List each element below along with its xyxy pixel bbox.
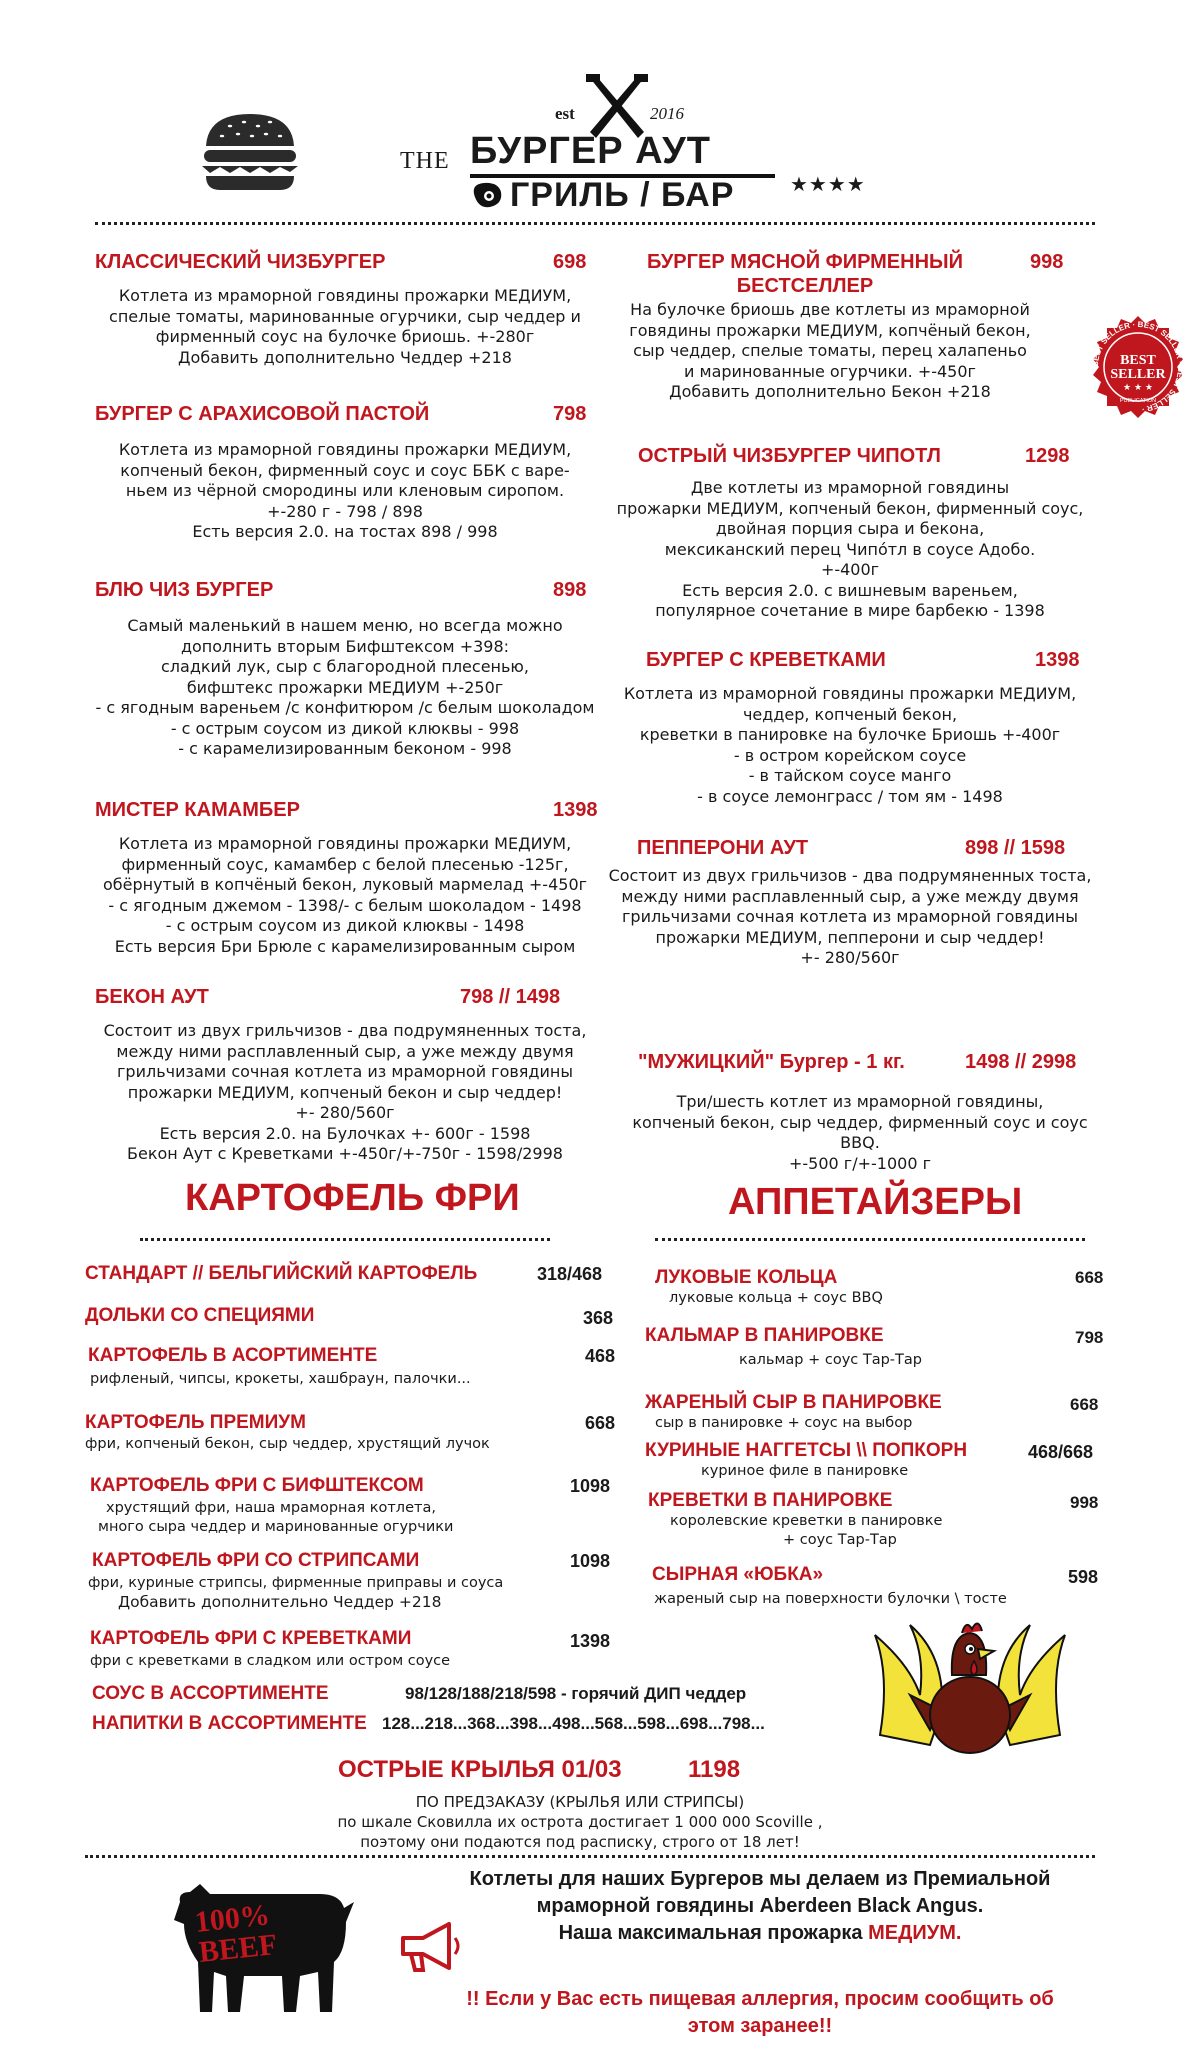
item-title: КАРТОФЕЛЬ ФРИ С КРЕВЕТКАМИ — [90, 1628, 412, 1649]
item-title: КАРТОФЕЛЬ В АСОРТИМЕНТЕ — [88, 1345, 378, 1366]
logo-year: 2016 — [650, 104, 684, 123]
item-price: 1098 — [570, 1551, 611, 1571]
item-description: фри, куриные стрипсы, фирменные приправы и соуса — [88, 1575, 504, 1591]
item-price: 698 — [553, 251, 587, 273]
item-title: СЫРНАЯ «ЮБКА» — [652, 1564, 824, 1585]
appetizers-heading: АППЕТАЙЗЕРЫ — [728, 1181, 1023, 1223]
item-title: СТАНДАРТ // БЕЛЬГИЙСКИЙ КАРТОФЕЛЬ — [85, 1263, 478, 1284]
item-title: БУРГЕР С АРАХИСОВОЙ ПАСТОЙ — [95, 403, 430, 425]
header — [0, 0, 1188, 215]
menu-item — [95, 578, 595, 760]
item-price: 898 — [553, 579, 587, 601]
item-title: КАРТОФЕЛЬ ФРИ СО СТРИПСАМИ — [92, 1550, 420, 1571]
allergy-line: этом заранее!! — [687, 2015, 833, 2037]
list-item — [652, 1564, 1007, 1609]
desc-line: - с карамелизированным беконом - 998 — [178, 739, 512, 758]
extra-title: СОУС В АССОРТИМЕНТЕ — [92, 1683, 329, 1704]
item-price: 1398 — [1035, 649, 1080, 671]
list-item — [645, 1392, 942, 1433]
desc-line: - с острым соусом из дикой клюквы - 998 — [170, 718, 520, 738]
desc-line: Есть версия 2.0. на тостах 898 / 998 — [192, 522, 498, 541]
desc-line: ньем из чёрной смородины или кленовым сиропом. — [125, 481, 565, 500]
item-title: МИСТЕР КАМАМБЕР — [95, 799, 300, 821]
item-description: фри, копченый бекон, сыр чеддер, хрустящий лучок — [85, 1436, 490, 1452]
item-title: ДОЛЬКИ СО СПЕЦИЯМИ — [85, 1305, 315, 1326]
item-price: 1298 — [1025, 445, 1070, 467]
item-price: 1098 — [570, 1476, 611, 1496]
desc-line: Есть версия 2.0. с вишневым вареньем, — [682, 580, 1018, 600]
menu-item — [95, 985, 595, 1165]
desc-line: Состоит из двух грильчизов - два подрумяненных тоста, — [608, 866, 1092, 885]
item-title: КАРТОФЕЛЬ ФРИ С БИФШТЕКСОМ — [90, 1475, 424, 1496]
item-description — [605, 866, 1095, 969]
extra-row — [92, 1713, 367, 1735]
list-item — [90, 1475, 453, 1537]
item-description — [95, 616, 595, 760]
beef-label: BEEF — [197, 1927, 279, 1969]
footer-note — [420, 1866, 1100, 1947]
wings-description — [280, 1792, 880, 1852]
item-price: 668 — [585, 1413, 616, 1433]
desc-line: прожарки МЕДИУМ, пепперони и сыр чеддер! — [655, 927, 1045, 947]
badge-publication: PUBLICATION — [1119, 398, 1157, 404]
desc-line: креветки в панировке на булочке Бриошь +-400г — [639, 725, 1061, 744]
desc-line: Самый маленький в нашем меню, но всегда можно — [127, 616, 563, 635]
item-title: БЕКОН АУТ — [95, 986, 209, 1008]
item-price: 798 — [1075, 1328, 1104, 1347]
item-title: КАРТОФЕЛЬ ПРЕМИУМ — [85, 1412, 306, 1433]
list-item — [90, 1628, 450, 1671]
item-price: 898 // 1598 — [965, 837, 1066, 859]
note-line: Котлеты для наших Бургеров мы делаем из Премиальной — [469, 1868, 1051, 1890]
menu-item — [605, 836, 1095, 969]
item-title: КРЕВЕТКИ В ПАНИРОВКЕ — [648, 1490, 893, 1511]
item-price: 318/468 — [537, 1264, 603, 1284]
cow-icon — [170, 1872, 360, 2022]
header-divider — [95, 222, 1095, 225]
desc-line: поэтому они подаются под расписку, строго от 18 лет! — [360, 1833, 800, 1851]
menu-item — [95, 798, 598, 957]
item-description: кальмар + соус Тар-Тар — [739, 1352, 922, 1368]
item-price: 1398 — [553, 799, 598, 821]
desc-line: Котлета из мраморной говядины прожарки МЕДИУМ, — [623, 684, 1077, 703]
item-title: ПЕППЕРОНИ АУТ — [637, 837, 809, 859]
item-description: луковые кольца + соус BBQ — [669, 1290, 883, 1306]
desc-line: сладкий лук, сыр с благородной плесенью, — [161, 657, 529, 676]
item-price: 368 — [583, 1308, 614, 1328]
desc-line: спелые томаты, маринованные огурчики, сыр чеддер и — [109, 306, 581, 326]
extra-title: НАПИТКИ В АССОРТИМЕНТЕ — [92, 1713, 367, 1734]
note-line — [420, 1920, 1100, 1947]
logo-sub: ГРИЛЬ / БАР — [510, 176, 735, 214]
item-description — [610, 684, 1090, 807]
item-price: 668 — [1075, 1268, 1104, 1287]
menu-item — [610, 1050, 1110, 1174]
desc-line: по шкале Сковилла их острота достигает 1 000 000 Scoville , — [337, 1813, 823, 1831]
item-title: БУРГЕР МЯСНОЙ ФИРМЕННЫЙ — [646, 251, 963, 273]
item-description: Добавить дополнительно Чеддер +218 — [118, 1593, 442, 1611]
desc-line: говядины прожарки МЕДИУМ, копчёный бекон, — [629, 320, 1031, 340]
item-title-second-line: БЕСТСЕЛЛЕР — [736, 275, 874, 297]
stars-icon: ★★★★ — [790, 172, 866, 196]
desc-line: - в тайском соусе манго — [748, 766, 952, 785]
item-price: 668 — [1070, 1395, 1099, 1414]
desc-line: сыр чеддер, спелые томаты, перец халапеньо — [633, 341, 1027, 360]
desc-line: дополнить вторым Бифштексом +398: — [180, 636, 510, 656]
desc-line: +-500 г/+-1000 г — [789, 1153, 931, 1173]
desc-line: ПО ПРЕДЗАКАЗУ (КРЫЛЬЯ ИЛИ СТРИПСЫ) — [415, 1793, 745, 1811]
desc-line: фирменный соус, камамбер с белой плесенью -125г, — [121, 854, 569, 874]
svg-text:★ ★ ★: ★ ★ ★ — [1123, 383, 1153, 393]
badge-ring-text: BEST SELLER · BEST SELLER · BEST SELLER · — [1090, 319, 1186, 414]
desc-line: между ними расплавленный сыр, а уже между двумя — [116, 1041, 574, 1061]
list-item — [85, 1305, 314, 1327]
desc-line: Три/шесть котлет из мраморной говядины, — [676, 1092, 1044, 1111]
desc-line: +-280 г - 798 / 898 — [267, 501, 423, 521]
fries-heading: КАРТОФЕЛЬ ФРИ — [185, 1177, 520, 1219]
item-price: 468/668 — [1028, 1442, 1094, 1462]
desc-line: +-400г — [820, 560, 880, 579]
badge-line1: BEST — [1120, 353, 1156, 368]
item-description: сыр в панировке + соус на выбор — [655, 1415, 913, 1431]
item-description: + соус Тар-Тар — [783, 1532, 897, 1548]
wings-price: 1198 — [688, 1756, 741, 1783]
item-price: 798 — [553, 403, 587, 425]
item-title: БЛЮ ЧИЗ БУРГЕР — [95, 579, 274, 601]
item-description — [610, 478, 1090, 622]
logo-the: THE — [400, 148, 450, 174]
bestseller-badge-icon — [1085, 314, 1188, 420]
logo-name: БУРГЕР АУТ — [470, 130, 711, 172]
desc-line: копченый бекон, сыр чеддер, фирменный соус и соус — [632, 1112, 1088, 1132]
item-description — [95, 286, 595, 368]
note-line: мраморной говядины Aberdeen Black Angus. — [536, 1895, 984, 1917]
list-item — [645, 1325, 922, 1370]
desc-line: прожарки МЕДИУМ, копченый бекон, фирменный соус, — [616, 498, 1084, 518]
item-description: фри с креветками в сладком или остром соусе — [90, 1653, 451, 1669]
menu-item — [95, 250, 595, 368]
menu-item — [610, 250, 1090, 403]
desc-line: Добавить дополнительно Чеддер +218 — [178, 347, 512, 367]
allergy-line: !! Если у Вас есть пищевая аллергия, просим сообщить об — [466, 1988, 1054, 2010]
item-title: БУРГЕР С КРЕВЕТКАМИ — [646, 649, 886, 671]
note-text: Наша максимальная прожарка — [558, 1922, 869, 1944]
item-price: 468 — [585, 1346, 616, 1366]
appetizers-divider — [655, 1238, 1085, 1241]
desc-line: - с ягодным вареньем /с конфитюром /с белым шоколадом — [95, 698, 595, 717]
svg-text:100%: 100% — [193, 1898, 272, 1939]
desc-line: BBQ. — [840, 1133, 880, 1152]
steak-icon — [470, 180, 504, 210]
item-price: 1498 // 2998 — [965, 1051, 1077, 1073]
item-description: жареный сыр на поверхности булочки \ тосте — [654, 1591, 1007, 1607]
list-item — [85, 1263, 477, 1285]
list-item — [655, 1267, 883, 1308]
desc-line: Котлета из мраморной говядины прожарки МЕДИУМ, — [118, 834, 572, 853]
desc-line: На булочке бриошь две котлеты из мраморной — [630, 300, 1030, 319]
desc-line: мексиканский перец Чипо́тл в соусе Адобо. — [664, 539, 1036, 559]
item-title: КУРИНЫЕ НАГГЕТСЫ \\ ПОПКОРН — [645, 1440, 968, 1461]
item-price: 598 — [1068, 1567, 1099, 1587]
list-item — [645, 1440, 967, 1481]
desc-line: - в соусе лемонграсс / том ям - 1498 — [697, 786, 1003, 806]
item-title: "МУЖИЦКИЙ" Бургер - 1 кг. — [638, 1051, 905, 1073]
megaphone-icon — [395, 1918, 465, 1974]
burger-icon — [200, 110, 300, 192]
menu-item — [610, 648, 1090, 807]
item-description — [95, 440, 595, 543]
item-description: куриное филе в панировке — [701, 1463, 909, 1479]
item-description: королевские креветки в панировке — [670, 1513, 943, 1529]
desc-line: - в остром корейском соусе — [733, 745, 967, 765]
desc-line: двойная порция сыра и бекона, — [715, 519, 985, 538]
list-item — [648, 1490, 942, 1550]
desc-line: копченый бекон, фирменный соус и соус ББК с варе- — [120, 460, 570, 480]
desc-line: +- 280/560г — [800, 948, 900, 967]
desc-line: между ними расплавленный сыр, а уже между двумя — [621, 886, 1079, 906]
item-description: рифленый, чипсы, крокеты, хашбраун, палочки... — [90, 1371, 471, 1387]
flaming-rooster-icon — [870, 1615, 1070, 1765]
wings-title: ОСТРЫЕ КРЫЛЬЯ 01/03 — [338, 1756, 622, 1783]
desc-line: и маринованные огурчики. +-450г — [684, 361, 976, 381]
desc-line: обёрнутый в копчёный бекон, луковый мармелад +-450г — [102, 875, 588, 894]
item-title: ЛУКОВЫЕ КОЛЬЦА — [655, 1267, 838, 1288]
item-title: КЛАССИЧЕСКИЙ ЧИЗБУРГЕР — [95, 251, 386, 273]
note-highlight: МЕДИУМ. — [868, 1922, 962, 1944]
desc-line: +- 280/560г — [295, 1103, 395, 1122]
desc-line: прожарки МЕДИУМ, копченый бекон и сыр чеддер! — [127, 1082, 563, 1102]
footer-divider — [85, 1855, 1095, 1858]
item-description: хрустящий фри, наша мраморная котлета, — [106, 1500, 436, 1516]
item-title: ОСТРЫЙ ЧИЗБУРГЕР ЧИПОТЛ — [638, 445, 941, 467]
extra-row — [92, 1683, 329, 1705]
item-price: 998 — [1030, 251, 1064, 273]
desc-line: фирменный соус на булочке бриошь. +-280г — [155, 327, 535, 346]
extra-value: 128...218...368...398...498...568...598...698...798... — [382, 1714, 765, 1733]
desc-line: Котлета из мраморной говядины прожарки МЕДИУМ, — [118, 286, 572, 305]
list-item — [85, 1412, 490, 1454]
desc-line: Две котлеты из мраморной говядины — [690, 478, 1010, 497]
desc-line: грильчизами сочная котлета из мраморной говядины — [622, 907, 1078, 926]
item-title: КАЛЬМАР В ПАНИРОВКЕ — [645, 1325, 884, 1346]
item-price: 798 // 1498 — [460, 986, 561, 1008]
list-item — [88, 1550, 503, 1612]
badge-line2: SELLER — [1110, 367, 1166, 382]
item-description: много сыра чеддер и маринованные огурчики — [98, 1519, 454, 1535]
menu-item — [95, 402, 595, 543]
desc-line: Котлета из мраморной говядины прожарки МЕДИУМ, — [118, 440, 572, 459]
desc-line: - с острым соусом из дикой клюквы - 1498 — [165, 916, 525, 935]
desc-line: Есть версия Бри Брюле с карамелизированным сыром — [114, 936, 576, 956]
desc-line: Бекон Аут с Креветками +-450г/+-750г - 1598/2998 — [127, 1144, 563, 1163]
allergy-note — [420, 1986, 1100, 2040]
list-item — [88, 1345, 471, 1389]
item-description — [95, 834, 595, 957]
extra-value: 98/128/188/218/598 - горячий ДИП чеддер — [405, 1684, 747, 1703]
fries-divider — [140, 1238, 550, 1241]
item-description — [95, 1021, 595, 1165]
item-title: ЖАРЕНЫЙ СЫР В ПАНИРОВКЕ — [645, 1392, 942, 1413]
desc-line: чеддер, копченый бекон, — [742, 704, 958, 724]
desc-line: бифштекс прожарки МЕДИУМ +-250г — [186, 677, 504, 697]
menu-item — [610, 444, 1090, 622]
desc-line: грильчизами сочная котлета из мраморной говядины — [117, 1062, 573, 1081]
desc-line: Есть версия 2.0. на Булочках +- 600г - 1598 — [159, 1123, 531, 1143]
logo-est: est — [555, 104, 575, 123]
desc-line: Добавить дополнительно Бекон +218 — [669, 382, 991, 401]
item-price: 998 — [1070, 1493, 1099, 1512]
desc-line: популярное сочетание в мире барбекю - 1398 — [655, 601, 1045, 620]
item-description — [610, 300, 1050, 403]
item-price: 1398 — [570, 1631, 611, 1651]
desc-line: Состоит из двух грильчизов - два подрумяненных тоста, — [103, 1021, 587, 1040]
desc-line: - с ягодным джемом - 1398/- с белым шоколадом - 1498 — [108, 895, 582, 915]
item-description — [610, 1092, 1110, 1174]
